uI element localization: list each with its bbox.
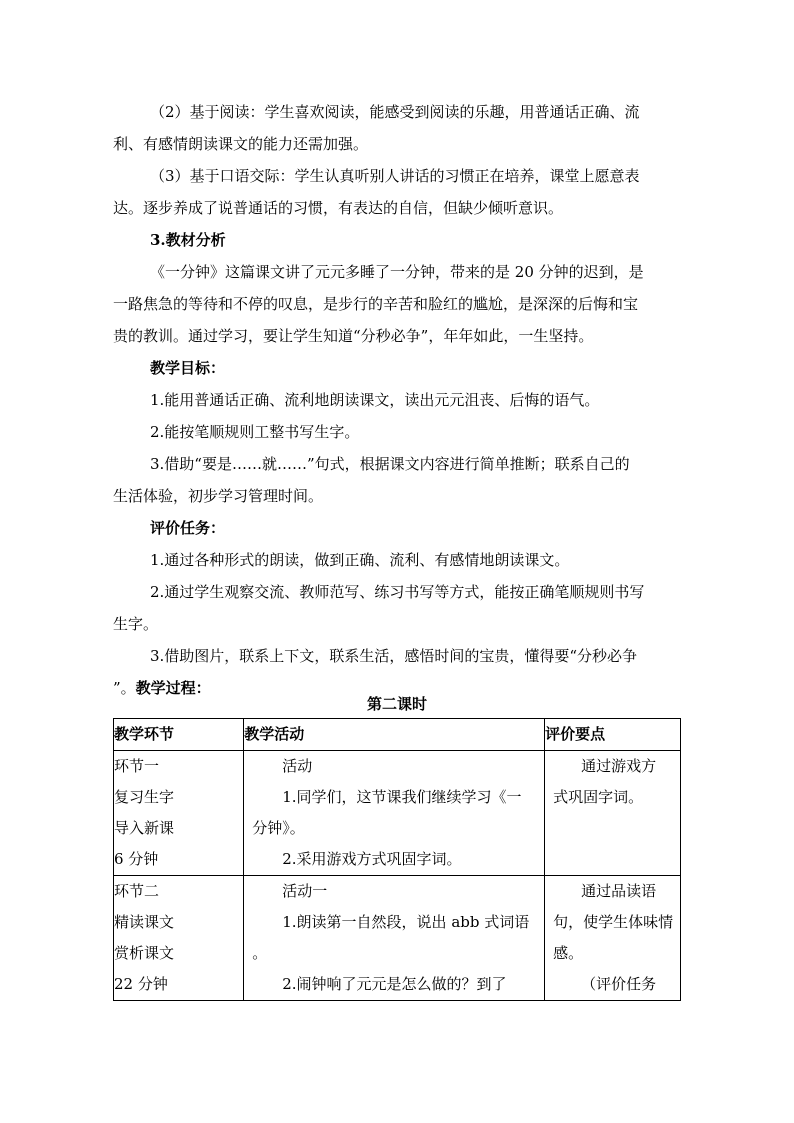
activity-line: 活动: [282, 757, 313, 775]
table-header-activity: 教学活动: [244, 719, 545, 751]
lesson-plan-table: [113, 718, 681, 1001]
table-row: [114, 876, 681, 1001]
table-header-stage: 教学环节: [114, 719, 244, 751]
goal-item-1: 1.能用普通话正确、流利地朗读课文，读出元元沮丧、后悔的语气。: [150, 391, 600, 409]
task-item-1: 1.通过各种形式的朗读，做到正确、流利、有感情地朗读课文。: [150, 551, 570, 569]
closing-quote: ”。: [113, 679, 136, 697]
activity-line: 分钟》。: [252, 819, 305, 837]
goal-item-3-line-1: 3.借助“要是……就……”句式，根据课文内容进行简单推断；联系自己的: [150, 455, 630, 473]
stage-line: 6 分钟: [114, 850, 159, 868]
stage-line: 环节一: [114, 757, 160, 775]
paragraph-analysis-1: 《一分钟》这篇课文讲了元元多睡了一分钟，带来的是 20 分钟的迟到，是: [150, 263, 644, 281]
table-header-evaluation: 评价要点: [545, 719, 681, 751]
paragraph-analysis-2: 一路焦急的等待和不停的叹息，是步行的辛苦和脸红的尴尬，是深深的后悔和宝: [113, 295, 639, 313]
activity-cell: [244, 876, 545, 1001]
activity-line: 1.同学们，这节课我们继续学习《一: [282, 788, 522, 806]
evaluation-line: 通过品读语: [581, 882, 657, 900]
stage-line: 精读课文: [114, 913, 175, 931]
evaluation-line: 句，使学生体味情: [553, 913, 674, 931]
paragraph-oral-1: （3）基于口语交际：学生认真听别人讲话的习惯正在培养，课堂上愿意表: [150, 167, 640, 185]
evaluation-line: （评价任务: [581, 975, 657, 993]
paragraph-analysis-3: 贵的教训。通过学习，要让学生知道“分秒必争”，年年如此，一生坚持。: [113, 327, 594, 345]
stage-line: 复习生字: [114, 788, 175, 806]
evaluation-line: 式巩固字词。: [553, 788, 644, 806]
table-header-row: [114, 719, 681, 751]
evaluation-line: 感。: [553, 944, 584, 962]
activity-line: 2.采用游戏方式巩固字词。: [282, 850, 462, 868]
activity-line: 活动一: [282, 882, 328, 900]
paragraph-oral-2: 达。逐步养成了说普通话的习惯，有表达的自信，但缺少倾听意识。: [113, 199, 564, 217]
activity-line: 1.朗读第一自然段，说出 abb 式词语: [282, 913, 530, 931]
section-heading-tasks: 评价任务：: [150, 519, 226, 537]
goal-item-2: 2.能按笔顺规则工整书写生字。: [150, 423, 360, 441]
section-heading-textbook-analysis: 3.教材分析: [150, 231, 226, 249]
task-item-3-line-1: 3.借助图片，联系上下文，联系生活，感悟时间的宝贵，懂得要“分秒必争: [150, 647, 637, 665]
section-heading-process: 教学过程：: [135, 679, 211, 697]
section-heading-goals: 教学目标：: [150, 359, 226, 377]
paragraph-reading-2: 利、有感情朗读课文的能力还需加强。: [113, 135, 369, 153]
lesson-title: 第二课时: [366, 695, 427, 713]
task-item-2-line-2: 生字。: [113, 615, 159, 633]
goal-item-3-line-2: 生活体验，初步学习管理时间。: [113, 487, 324, 505]
activity-line: 2.闹钟响了元元是怎么做的？到了: [282, 975, 507, 993]
table-row: [114, 751, 681, 876]
activity-cell: [244, 751, 545, 876]
activity-line: 。: [252, 944, 268, 962]
stage-line: 赏析课文: [114, 944, 175, 962]
stage-cell: [114, 876, 244, 1001]
stage-line: 环节二: [114, 882, 160, 900]
evaluation-line: 通过游戏方: [581, 757, 657, 775]
paragraph-reading-1: （2）基于阅读：学生喜欢阅读，能感受到阅读的乐趣，用普通话正确、流: [150, 103, 640, 121]
evaluation-cell: [545, 876, 681, 1001]
stage-line: 导入新课: [114, 819, 175, 837]
task-item-2-line-1: 2.通过学生观察交流、教师范写、练习书写等方式，能按正确笔顺规则书写: [150, 583, 645, 601]
stage-line: 22 分钟: [114, 975, 168, 993]
stage-cell: [114, 751, 244, 876]
evaluation-cell: [545, 751, 681, 876]
